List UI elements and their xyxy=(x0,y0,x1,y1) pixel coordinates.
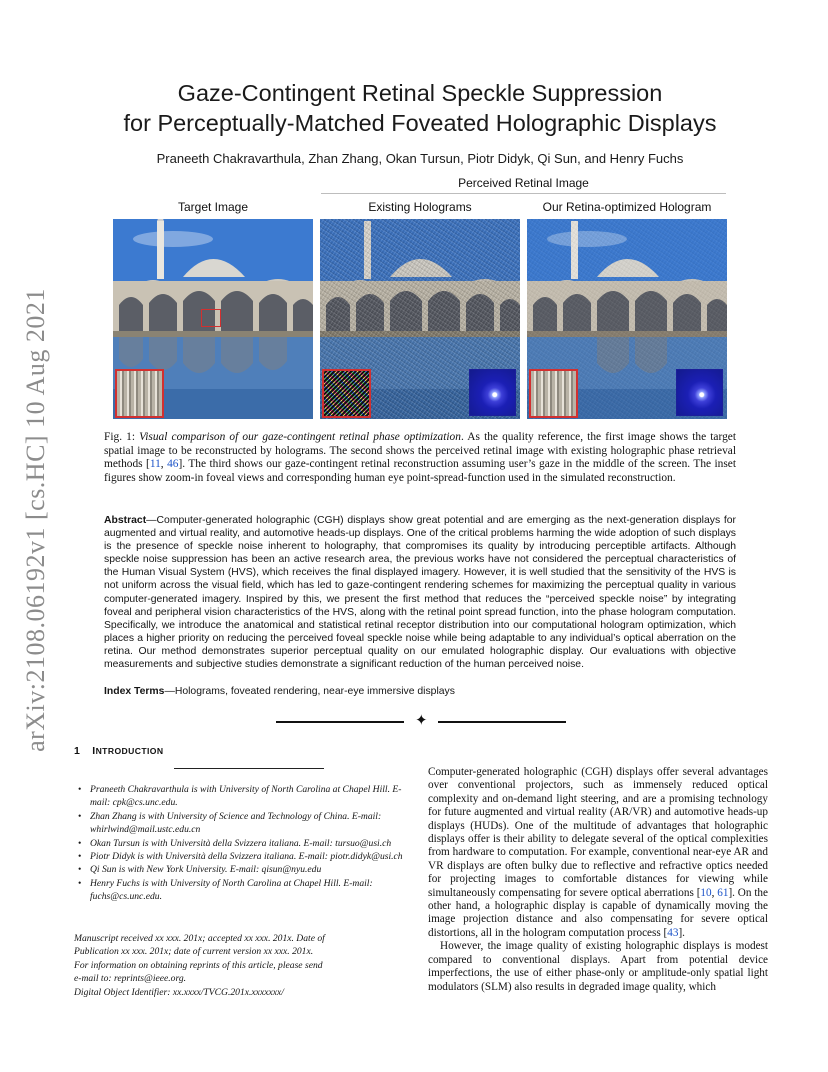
figure-column-label-existing: Existing Holograms xyxy=(368,200,472,214)
footnote-item: • Zhan Zhang is with University of Science and Technology of China. E-mail: whirlwind@mail.ustc.edu.cn xyxy=(74,810,414,837)
section-title-initial: I xyxy=(92,745,96,757)
title-line-2: for Perceptually-Matched Foveated Holographic Displays xyxy=(123,110,717,136)
figure-image-existing xyxy=(320,219,520,419)
citation-link[interactable]: 11 xyxy=(149,458,161,471)
caption-text-end: ]. The third shows our gaze-contingent retinal reconstruction assuming user’s gaze in the middle of the screen. The inset figures show zoom-in foveal views and corresponding human eye point-spread-function used in the simulated reconstruction. xyxy=(104,458,737,485)
intro-paragraph-1 xyxy=(428,766,768,940)
fovea-marker xyxy=(201,309,221,327)
citation-link[interactable]: 10 xyxy=(700,886,712,899)
zoom-inset-target xyxy=(115,369,164,418)
footnote-item: • Okan Tursun is with Università della Svizzera italiana. E-mail: tursuo@usi.ch xyxy=(74,837,414,850)
arxiv-stamp: arXiv:2108.06192v1 [cs.HC] 10 Aug 2021 xyxy=(21,288,50,752)
figure-group-label: Perceived Retinal Image xyxy=(458,176,589,190)
section-divider xyxy=(276,714,566,730)
author-list: Praneeth Chakravarthula, Zhan Zhang, Okan Tursun, Piotr Didyk, Qi Sun, and Henry Fuchs xyxy=(156,151,684,166)
manuscript-line: Manuscript received xx xxx. 201x; accepted xx xxx. 201x. Date of xyxy=(74,933,325,944)
citation-link[interactable]: 46 xyxy=(167,458,179,471)
citation-separator: , xyxy=(711,886,718,899)
figure-column-label-ours: Our Retina-optimized Hologram xyxy=(542,200,712,214)
paper-title xyxy=(100,78,740,138)
divider-line-right xyxy=(438,721,566,723)
index-terms-text: —Holograms, foveated rendering, near-eye immersive displays xyxy=(164,686,455,697)
author-affiliation-footnotes xyxy=(74,783,414,904)
citation-link[interactable]: 61 xyxy=(717,886,729,899)
figure-image-target xyxy=(113,219,313,419)
manuscript-line: Publication xx xxx. 201x; date of current version xx xxx. 201x. xyxy=(74,946,314,958)
manuscript-line: Digital Object Identifier: xx.xxxx/TVCG.201x.xxxxxxx/ xyxy=(74,986,284,998)
manuscript-line: For information on obtaining reprints of this article, please send xyxy=(74,959,323,971)
abstract-text: —Computer-generated holographic (CGH) displays show great potential and are emerging as the next-generation displays for augmented and virtual reality, and automotive heads-up displays. One of the critical problems harming the wide adoption of such displays is the presence of speckle noise inherent to holography, that compromises its quality by introducing perceptible artifacts. Although speckle noise suppression has been an active research area, the previous works have not considered the perceptual characteristics of the Human Visual System (HVS), which receives the final displayed imagery. However, it is well studied that the sensitivity of the HVS is not uniform across the visual field, which has led to gaze-contingent rendering schemes for maximizing the perceptual quality in various computer-generated imagery. Inspired by this, we present the first method that reduces the “perceived speckle noise” by integrating foveal and peripheral vision characteristics of the HVS, along with the retinal point spread function, into the phase hologram computation. Specifically, we introduce the anatomical and statistical retinal receptor distribution into our computational hologram optimization, which places a higher priority on reducing the perceived foveal speckle noise while being adaptable to any individual’s optical aberration on the retina. Our method demonstrates superior perceptual quality on our emulated holographic display. Our evaluations with objective measurements and subjective studies demonstrate a significant reduction of the human perceived noise. xyxy=(104,515,736,671)
divider-star-icon: ✦ xyxy=(415,713,428,729)
manuscript-info xyxy=(74,932,414,999)
section-title-rest: NTRODUCTION xyxy=(95,746,164,756)
index-terms-label: Index Terms xyxy=(104,686,165,697)
caption-text: . As the quality reference, the first image shows the target spatial image to be reconstructed by holograms. The second shows the perceived retinal image with existing holographic phase retrieval methods [ xyxy=(104,431,736,471)
section-heading-introduction xyxy=(74,745,163,757)
footnote-item: • Qi Sun is with New York University. E-mail: qisun@nyu.edu xyxy=(74,863,414,876)
figure-caption xyxy=(104,431,736,486)
caption-label: Fig. 1: xyxy=(104,431,140,443)
intro-text: ]. xyxy=(678,926,685,939)
index-terms xyxy=(104,686,736,697)
section-number: 1 xyxy=(74,745,81,757)
citation-link[interactable]: 43 xyxy=(667,926,679,939)
footnote-item: • Praneeth Chakravarthula is with University of North Carolina at Chapel Hill. E-mail: cpk@cs.unc.edu. xyxy=(74,783,414,810)
abstract xyxy=(104,514,736,671)
figure-column-label-target: Target Image xyxy=(177,200,249,214)
psf-inset-existing xyxy=(469,369,516,416)
footnote-item: • Henry Fuchs is with University of North Carolina at Chapel Hill. E-mail: fuchs@cs.unc.edu. xyxy=(74,877,414,904)
abstract-label: Abstract xyxy=(104,515,147,526)
intro-text: ]. On the other hand, a holographic display is capable of dynamically moving the image projection distance and also compensating for severe optical distortions, all in the hologram computation process [ xyxy=(428,886,768,939)
zoom-inset-existing xyxy=(322,369,371,418)
divider-line-left xyxy=(276,721,404,723)
footnote-item: • Piotr Didyk is with Università della Svizzera italiana. E-mail: piotr.didyk@usi.ch xyxy=(74,850,414,863)
citation-separator: , xyxy=(160,458,168,471)
zoom-inset-ours xyxy=(529,369,578,418)
figure-group-rule xyxy=(321,193,726,194)
intro-paragraph-2: However, the image quality of existing holographic displays is modest compared to conventional displays. Apart from potential device imperfections, the use of either phase-only or amplitude-only spatial light modulators (SLM) also results in degraded image quality, which xyxy=(428,940,768,993)
figure-image-ours xyxy=(527,219,727,419)
footnote-rule xyxy=(174,768,324,769)
psf-inset-ours xyxy=(676,369,723,416)
caption-italic-title: Visual comparison of our gaze-contingent retinal phase optimization xyxy=(139,431,461,443)
manuscript-line: e-mail to: reprints@ieee.org. xyxy=(74,973,187,985)
intro-text: Computer-generated holographic (CGH) displays offer several advantages over conventional projectors, such as immensely reduced optical complexity and on-demand light steering, and are a promising technology for future augmented and virtual reality (AR/VR) and automotive heads-up displays (HUDs). One of the multitude of advantages that holographic displays offer is their ability to delegate several of the optical complexities from hardware to computation. For example, conventional near-eye AR and VR displays are often bulky due to reflective and refractive optics needed for projecting images to comfortable distances for viewing while simultaneously compensating for severe optical aberrations [ xyxy=(428,766,768,899)
introduction-body xyxy=(428,766,768,994)
title-line-1: Gaze-Contingent Retinal Speckle Suppression xyxy=(177,80,663,106)
